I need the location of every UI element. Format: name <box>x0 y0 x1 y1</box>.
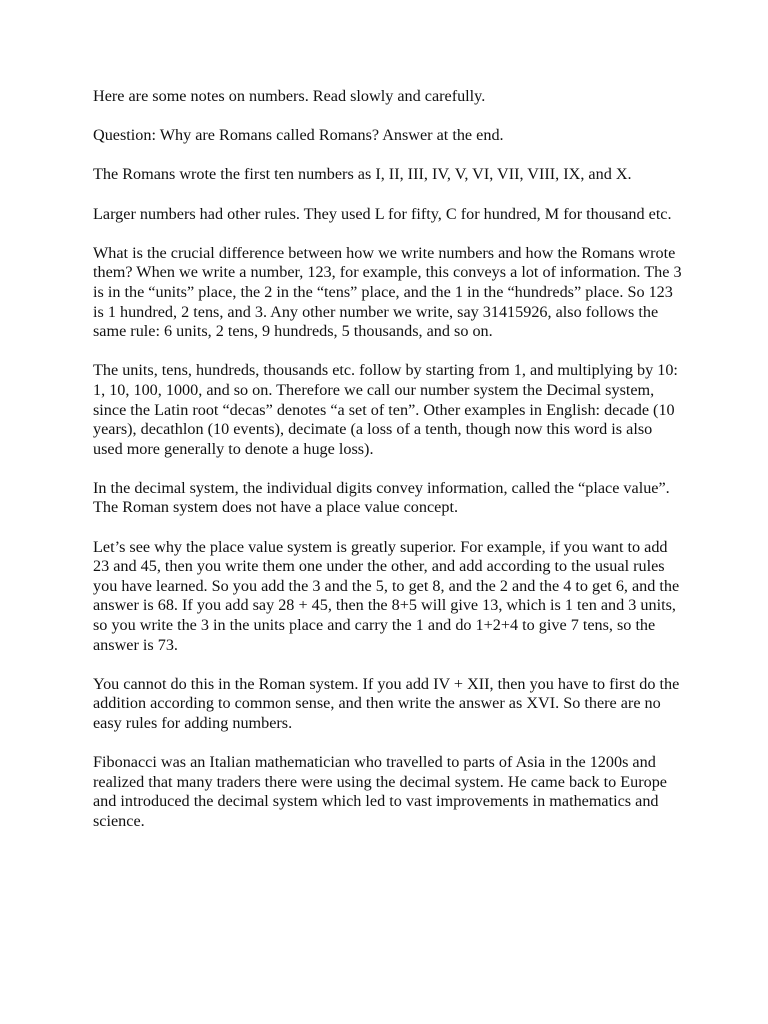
document-body <box>93 87 683 851</box>
paragraph-roman-addition: You cannot do this in the Roman system. If you add IV + XII, then you have to first do the addition according to common sense, and then write the answer as XVI. So there are no easy rules for adding numbers. <box>93 674 680 732</box>
paragraph-crucial-difference: What is the crucial difference between how we write numbers and how the Romans wrote them? When we write a number, 123, for example, this conveys a lot of information. The 3 is in the “units” place, the 2 in the “tens” place, and the 1 in the “hundreds” place. So 123 is 1 hundred, 2 tens, and 3. Any other number we write, say 31415926, also follows the same rule: 6 units, 2 tens, 9 hundreds, 5 thousands, and so on. <box>93 243 682 341</box>
paragraph-addition-example: Let’s see why the place value system is greatly superior. For example, if you want to add 23 and 45, then you write them one under the other, and add according to the usual rules you have learned. So you add the 3 and the 5, to get 8, and the 2 and the 4 to get 6, and the answer is 68. If you add say 28 + 45, then the 8+5 will give 13, which is 1 ten and 3 units, so you write the 3 in the units place and carry the 1 and do 1+2+4 to give 7 tens, so the answer is 73. <box>93 537 680 654</box>
paragraph-first-ten-numbers: The Romans wrote the first ten numbers as I, II, III, IV, V, VI, VII, VIII, IX, and X. <box>93 165 632 184</box>
paragraph-decimal-system: The units, tens, hundreds, thousands etc. follow by starting from 1, and multiplying by 10: 1, 10, 100, 1000, and so on. Therefore we call our number system the Decimal system, since the Latin root “decas” denotes “a set of ten”. Other examples in English: decade (10 years), decathlon (10 events), decimate (a loss of a tenth, though now this word is also used more generally to denote a huge loss). <box>93 361 678 458</box>
paragraph-larger-numbers: Larger numbers had other rules. They used L for fifty, C for hundred, M for thousand etc. <box>93 204 672 223</box>
paragraph-intro: Here are some notes on numbers. Read slowly and carefully. <box>93 87 486 105</box>
paragraph-fibonacci: Fibonacci was an Italian mathematician who travelled to parts of Asia in the 1200s and realized that many traders there were using the decimal system. He came back to Europe and introduced the decimal system which led to vast improvements in mathematics and science. <box>93 753 667 830</box>
paragraph-place-value: In the decimal system, the individual digits convey information, called the “place value”. The Roman system does not have a place value concept. <box>93 478 670 517</box>
paragraph-question: Question: Why are Romans called Romans? Answer at the end. <box>93 126 504 145</box>
